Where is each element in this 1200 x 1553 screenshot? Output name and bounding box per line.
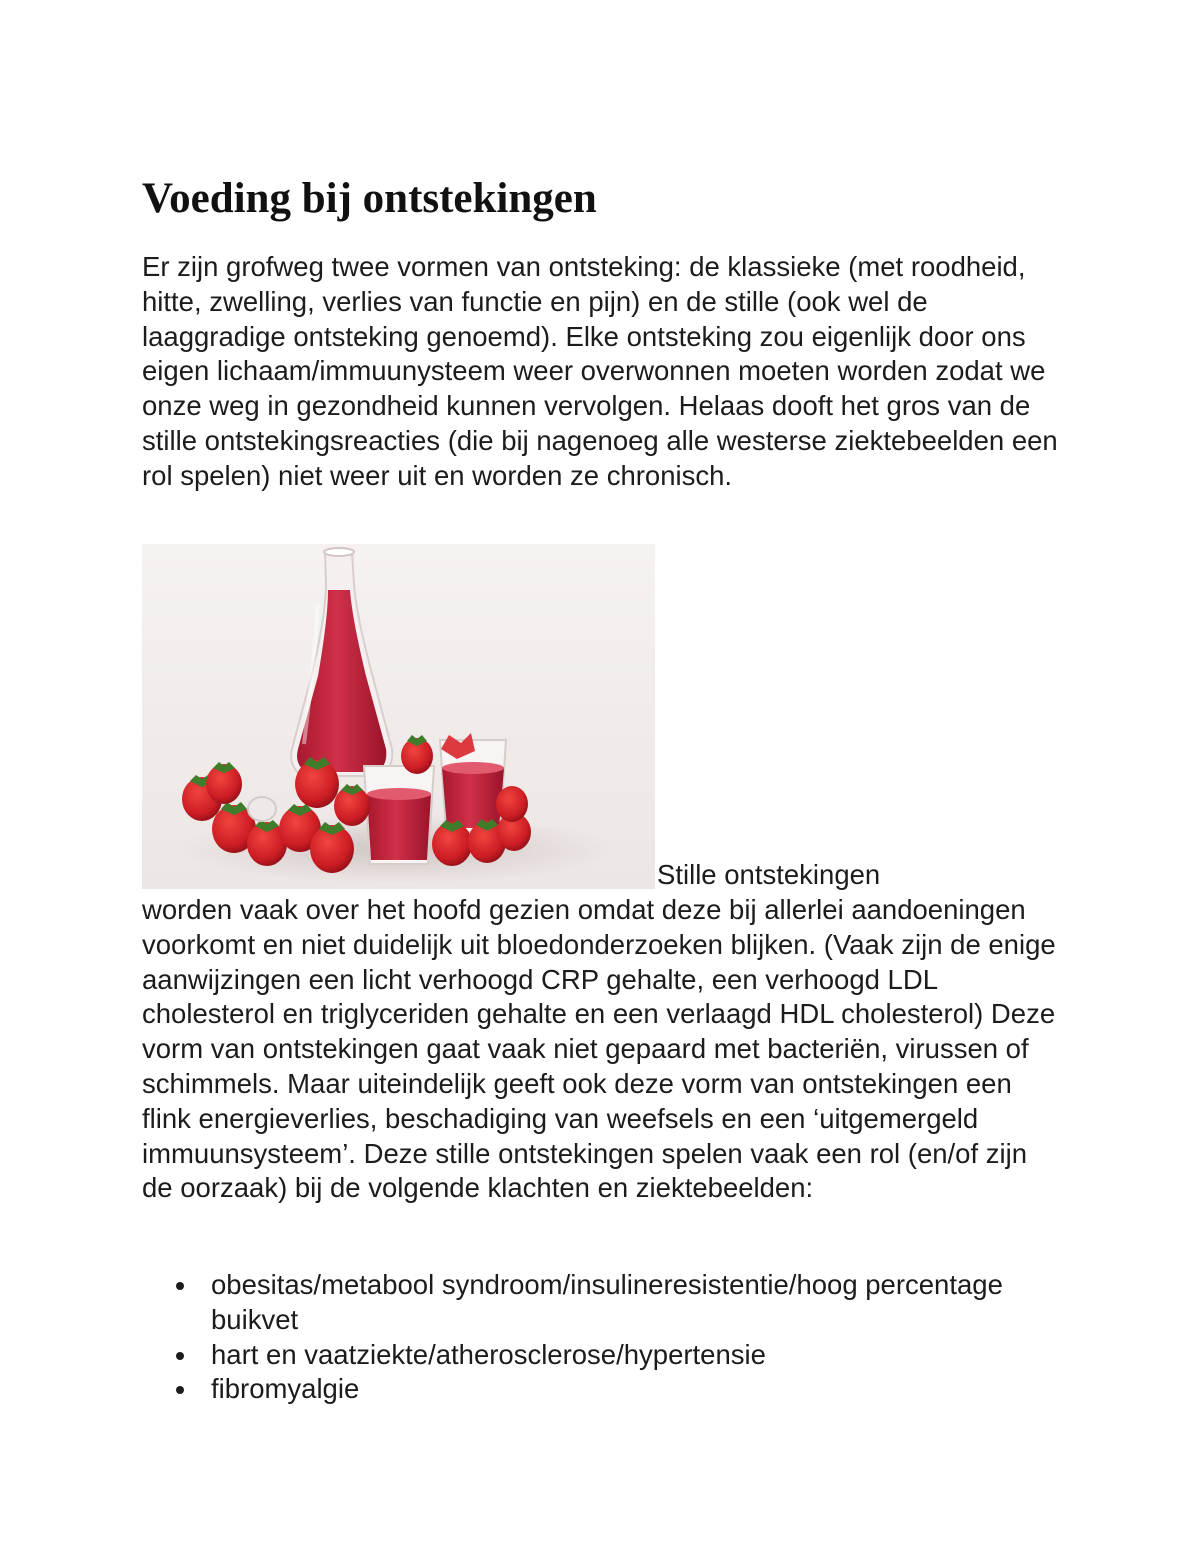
list-item [142, 1338, 1022, 1373]
conditions-list [142, 1268, 1022, 1407]
list-item-text: obesitas/metabool syndroom/insulineresistentie/hoog percentage buikvet [211, 1269, 1003, 1335]
list-item-text: fibromyalgie [211, 1373, 360, 1405]
strawberry-juice-photo [142, 544, 655, 889]
document-title: Voeding bij ontstekingen [142, 175, 597, 222]
bullet-icon [176, 1386, 184, 1394]
bullet-icon [176, 1352, 184, 1360]
photo-row [142, 544, 1062, 889]
second-paragraph: worden vaak over het hoofd gezien omdat deze bij allerlei aandoeningen voorkomt en niet duidelijk uit bloedonderzoeken blijken. (Vaak zijn de enige aanwijzingen een licht verhoogd CRP gehalte, een verhoogd LDL cholesterol en triglyceriden gehalte en een verlaagd HDL cholesterol) Deze vorm van ontstekingen gaat vaak niet gepaard met bacteriën, virussen of schimmels. Maar uiteindelijk geeft ook deze vorm van ontstekingen een flink energieverlies, beschadiging van weefsels en een ‘uitgemergeld immuunsysteem’. Deze stille ontstekingen spelen vaak een rol (en/of zijn de oorzaak) bij de volgende klachten en ziektebeelden: [142, 894, 1056, 1204]
list-item [142, 1372, 1022, 1407]
list-item [142, 1268, 1022, 1338]
list-item-text: hart en vaatziekte/atherosclerose/hypertensie [211, 1338, 766, 1370]
second-paragraph-start: Stille ontstekingen [657, 859, 881, 890]
intro-paragraph: Er zijn grofweg twee vormen van ontsteking: de klassieke (met roodheid, hitte, zwelling, verlies van functie en pijn) en de stille (ook wel de laaggradige ontsteking genoemd). Elke ontsteking zou eigenlijk door ons eigen lichaam/immuunysteem weer overwonnen moeten worden zodat we onze weg in gezondheid kunnen vervolgen. Helaas dooft het gros van de stille ontstekingsreacties (die bij nagenoeg alle westerse ziektebeelden een rol spelen) niet weer uit en worden ze chronisch. [142, 251, 1058, 491]
bullet-icon [176, 1282, 184, 1290]
